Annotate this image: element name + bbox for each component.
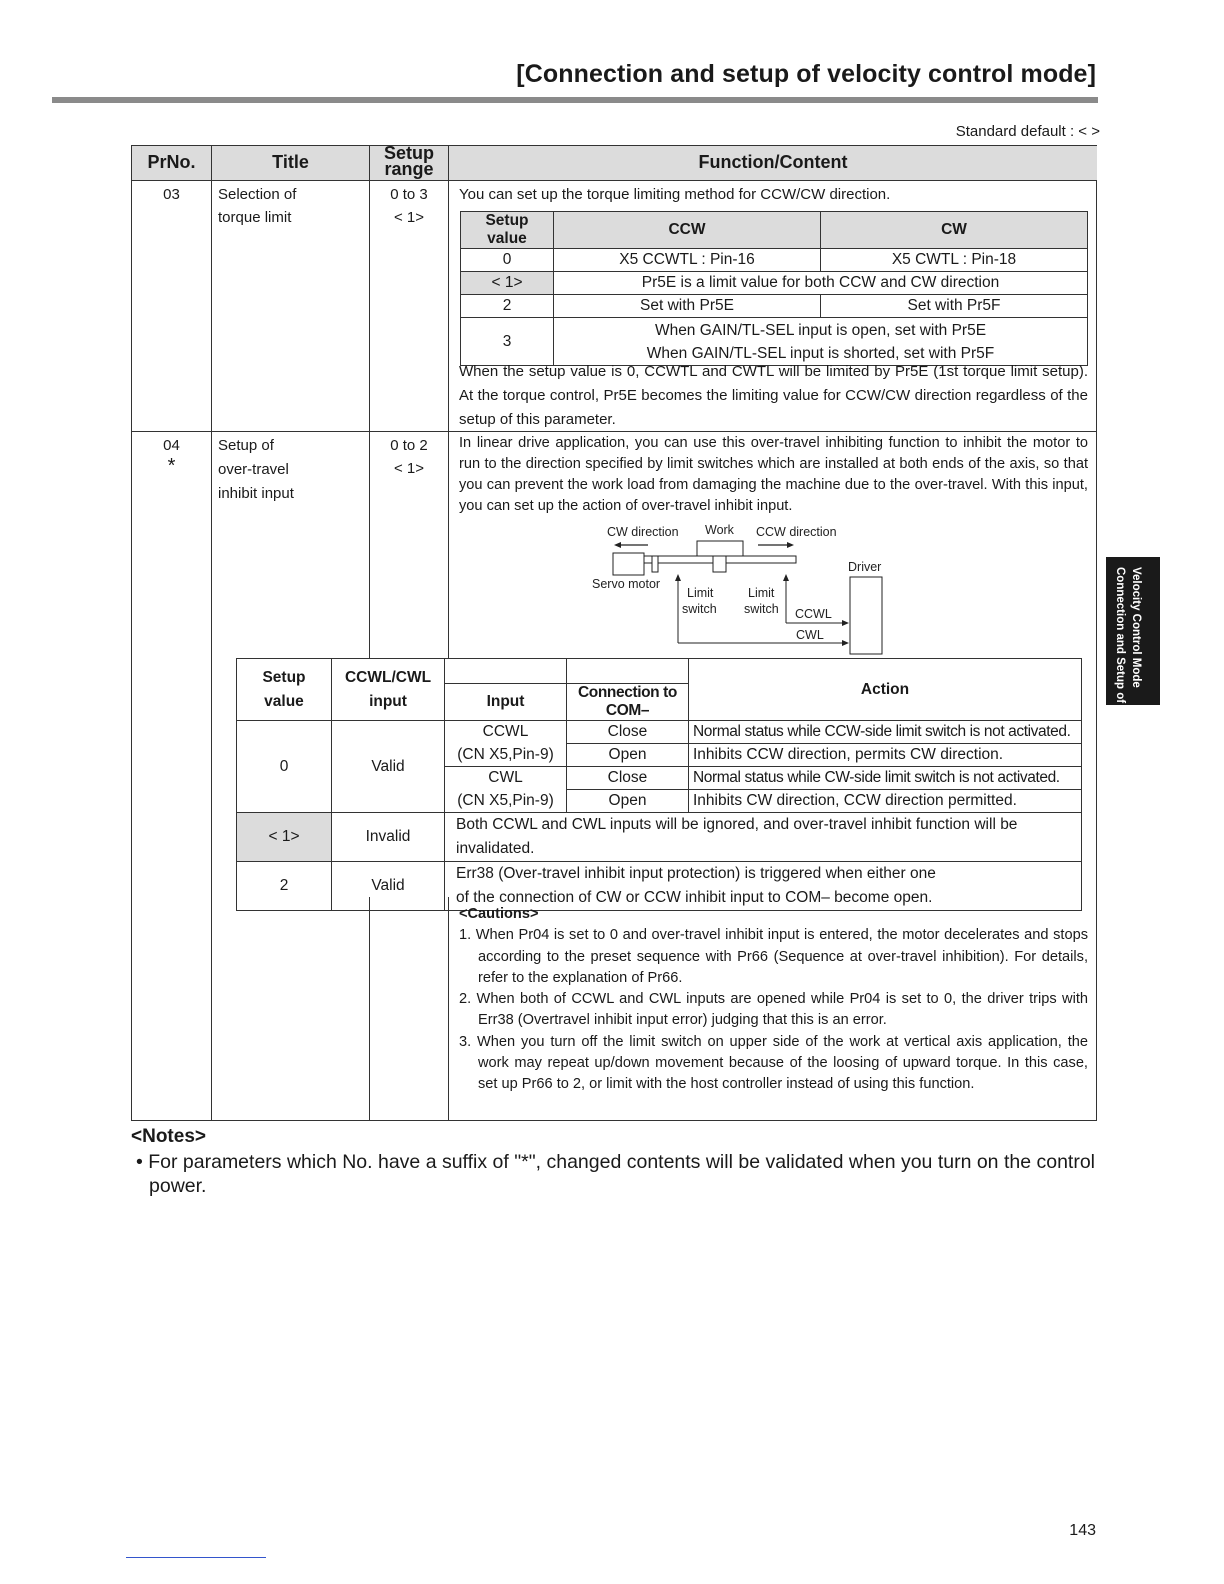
prno-03: 03 [163,186,180,203]
over-travel-diagram [588,520,898,655]
coupling [652,556,658,572]
page-number: 143 [1069,1522,1096,1539]
title-04: Setup of over-travel inhibit input [218,437,294,502]
col-divider-title-lower [369,897,370,1121]
torque-both-1: Pr5E is a limit value for both CCW and CW direction [554,272,1088,295]
torque-limit-table [460,211,1088,366]
diagram-limit-right: Limit [748,586,775,600]
header-prno: PrNo. [147,152,196,172]
driver-block [850,577,882,654]
conn-ccwl-open: Open [567,744,689,767]
torque-value-0: 0 [461,249,554,272]
input-cwl-pin: (CN X5,Pin-9) [445,790,567,813]
th-setup-value: Setup value [461,212,554,249]
th-connection-com: Connection to COM– [567,684,689,721]
notes-title: <Notes> [131,1126,206,1147]
title-03: Selection of torque limit [218,186,297,226]
ccw-arrow-head [787,542,794,548]
torque-value-1: < 1> [461,272,554,295]
caution-1: 1. When Pr04 is set to 0 and over-travel inhibit input is entered, the motor decelerates and stops according to the preset sequence with Pr66 (Sequence at over-travel inhibition). For details, refer to the explanation of Pr66. [459,927,1088,986]
work-nut [713,556,726,572]
col-divider-range-lower [448,897,449,1121]
chapter-side-tab[interactable] [1106,557,1160,705]
action-cwl-open: Inhibits CW direction, CCW direction permitted. [689,790,1082,813]
diagram-work: Work [705,523,734,537]
ccwl-wire-arrow [842,620,849,626]
diagram-servo-motor: Servo motor [592,577,661,591]
diagram-switch-right: switch [744,602,779,616]
th-cw: CW [821,212,1088,249]
action-ccwl-close: Normal status while CCW-side limit switch is not activated. [689,721,1082,744]
action-value-0: 0 [237,721,332,813]
cautions-title: <Cautions> [459,906,539,922]
action-desc-2: Err38 (Over-travel inhibit input protection) is triggered when either one of the connection of CW or CCW inhibit input to COM– become open. [445,862,1082,911]
diagram-ccw-direction: CCW direction [756,525,837,539]
th-setup-value-04: Setup value [237,659,332,721]
torque-ccw-2: Set with Pr5E [554,295,821,318]
cwl-switch-arrow [675,574,681,581]
th-input: Input [445,684,567,721]
header-setup-range: Setup range [383,143,434,179]
action-ccwl-open: Inhibits CCW direction, permits CW direction. [689,744,1082,767]
conn-ccwl-close: Close [567,721,689,744]
diagram-ccwl: CCWL [795,607,832,621]
action-valid-1: Invalid [332,813,445,862]
col-divider-range-upper [448,146,449,658]
th-ccw: CCW [554,212,821,249]
range-04: 0 to 2 < 1> [390,437,428,477]
torque-value-2: 2 [461,295,554,318]
cw-arrow-head [614,542,621,548]
action-value-1: < 1> [237,813,332,862]
cautions-block [459,904,1088,1096]
notes-text: • For parameters which No. have a suffix of "*", changed contents will be validated when you turn on the control power. [136,1151,1096,1197]
torque-desc-3: When GAIN/TL-SEL input is open, set with Pr5E When GAIN/TL-SEL input is shorted, set with Pr5F [554,318,1088,366]
th-blank [445,659,567,684]
torque-value-3: 3 [461,318,554,366]
input-ccwl: CCWL [445,721,567,744]
work-block [697,541,743,556]
restart-star: * [167,455,176,477]
th-action: Action [689,659,1082,721]
diagram-switch-left: switch [682,602,717,616]
th-blank-2 [567,659,689,684]
header-rule [52,97,1098,103]
torque-cw-2: Set with Pr5F [821,295,1088,318]
caution-3: 3. When you turn off the limit switch on upper side of the work at vertical axis application, the work may repeat up/down movement because of the loosing of upward torque. In this case, set up Pr66 to 2, or limit with the host controller instead of using this function. [459,1033,1088,1093]
action-desc-1: Both CCWL and CWL inputs will be ignored, and over-travel inhibit function will be invalidated. [445,813,1082,862]
diagram-limit-left: Limit [687,586,714,600]
servo-motor-block [613,553,644,575]
footer-link-line [126,1557,266,1558]
diagram-driver: Driver [848,560,882,574]
standard-default-note: Standard default : < > [955,123,1100,140]
intro-03: You can set up the torque limiting method for CCW/CW direction. [459,186,891,203]
diagram-cwl: CWL [796,628,824,642]
col-divider-prno [211,146,212,1121]
action-value-2: 2 [237,862,332,911]
diagram-cw-direction: CW direction [607,525,679,539]
input-ccwl-pin: (CN X5,Pin-9) [445,744,567,767]
torque-ccw-0: X5 CCWTL : Pin-16 [554,249,821,272]
side-tab-line1: Connection and Setup of [1114,567,1126,704]
caution-2: 2. When both of CCWL and CWL inputs are opened while Pr04 is set to 0, the driver trips with Err38 (Overtravel inhibit input error) judging that this is an error. [459,991,1088,1029]
header-function: Function/Content [698,152,848,172]
action-valid-0: Valid [332,721,445,813]
torque-cw-0: X5 CWTL : Pin-18 [821,249,1088,272]
range-03: 0 to 3 < 1> [390,186,428,226]
conn-cwl-close: Close [567,767,689,790]
over-travel-action-table [236,658,1082,911]
header-title: Title [272,152,309,172]
input-cwl: CWL [445,767,567,790]
ccwl-switch-arrow [783,574,789,581]
page-title: [Connection and setup of velocity control mode] [516,60,1096,88]
note-03: When the setup value is 0, CCWTL and CWTL will be limited by Pr5E (1st torque limit setup). At the torque control, Pr5E becomes the limiting value for CCW/CW direction regardless of the setup of this parameter. [459,363,1088,428]
action-cwl-close: Normal status while CW-side limit switch is not activated. [689,767,1082,790]
prno-04: 04 * [132,434,211,475]
intro-04: In linear drive application, you can use this over-travel inhibiting function to inhibit the motor to run to the direction specified by limit switches which are installed at both ends of the axis, so that you can prevent the work load from damaging the machine due to the over-travel. With this input, you can set up the action of over-travel inhibit input. [459,435,1088,514]
side-tab-line2: Velocity Control Mode [1130,567,1142,688]
cwl-wire-arrow [842,640,849,646]
action-valid-2: Valid [332,862,445,911]
th-ccwl-cwl-input: CCWL/CWL input [332,659,445,721]
conn-cwl-open: Open [567,790,689,813]
